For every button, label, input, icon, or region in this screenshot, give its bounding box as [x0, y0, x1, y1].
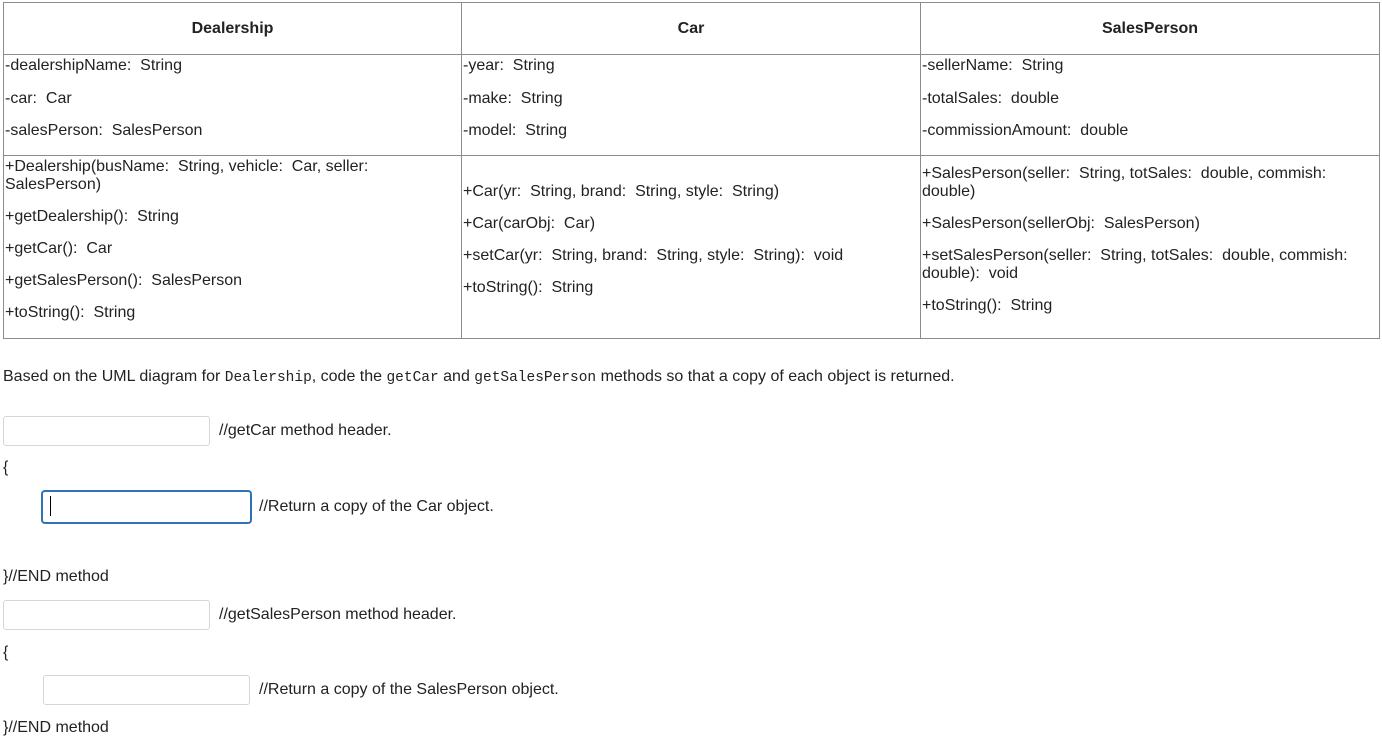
end-method-text: }//END method	[3, 568, 109, 585]
open-brace: {	[3, 644, 9, 661]
prompt-method-code: getSalesPerson	[474, 370, 597, 386]
class-name-salesperson: SalesPerson	[921, 3, 1380, 55]
uml-attribute: -sellerName: String	[922, 57, 1064, 74]
uml-method: +getSalesPerson(): SalesPerson	[5, 271, 243, 289]
uml-attribute: -year: String	[463, 57, 555, 74]
uml-method: +SalesPerson(seller: String, totSales: double, commish: double)	[922, 164, 1336, 200]
getcar-header-row	[3, 416, 392, 446]
uml-attribute: -commissionAmount: double	[922, 122, 1129, 139]
uml-methods-row	[4, 155, 1380, 338]
uml-method: +setCar(yr: String, brand: String, style: String): void	[463, 246, 844, 264]
car-methods	[462, 155, 921, 338]
question-prompt	[3, 367, 955, 388]
getsalesperson-return-comment: //Return a copy of the SalesPerson object.	[259, 681, 559, 698]
open-brace: {	[3, 459, 9, 476]
car-attributes	[462, 55, 921, 156]
text-cursor	[50, 496, 51, 516]
dealership-methods	[4, 155, 462, 338]
uml-method: +getDealership(): String	[5, 207, 179, 225]
getcar-return-row	[41, 490, 494, 524]
uml-attribute: -model: String	[463, 122, 568, 139]
uml-diagram-table	[3, 2, 1380, 339]
prompt-class-code: Dealership	[224, 370, 312, 386]
class-name-car: Car	[462, 3, 921, 55]
uml-method: +SalesPerson(sellerObj: SalesPerson)	[922, 214, 1200, 232]
uml-method: +toString(): String	[5, 303, 136, 321]
getsalesperson-header-comment: //getSalesPerson method header.	[219, 606, 457, 623]
getsalesperson-header-row	[3, 600, 457, 630]
uml-header-row	[4, 3, 1380, 55]
uml-method: +getCar(): Car	[5, 239, 113, 257]
dealership-attributes	[4, 55, 462, 156]
uml-method: +toString(): String	[463, 278, 594, 296]
uml-method: +Car(carObj: Car)	[463, 214, 596, 232]
getsalesperson-header-input[interactable]	[3, 600, 210, 630]
getcar-header-input[interactable]	[3, 416, 210, 446]
salesperson-attributes	[921, 55, 1380, 156]
getcar-return-input[interactable]	[41, 490, 252, 524]
prompt-text: Based on the UML diagram for	[3, 368, 225, 385]
uml-method: +toString(): String	[922, 296, 1053, 314]
uml-method: +Car(yr: String, brand: String, style: String)	[463, 182, 780, 200]
uml-attribute: -salesPerson: SalesPerson	[5, 122, 203, 139]
uml-attributes-row	[4, 55, 1380, 156]
prompt-text: methods so that a copy of each object is returned.	[596, 368, 955, 385]
end-method-text: }//END method	[3, 719, 109, 736]
getsalesperson-return-input[interactable]	[43, 675, 250, 705]
uml-attribute: -car: Car	[5, 89, 72, 107]
getsalesperson-return-row	[43, 675, 559, 705]
class-name-dealership: Dealership	[4, 3, 462, 55]
uml-attribute: -totalSales: double	[922, 89, 1059, 107]
salesperson-methods	[921, 155, 1380, 338]
uml-method: +Dealership(busName: String, vehicle: Car, seller: SalesPerson)	[5, 157, 378, 193]
prompt-method-code: getCar	[386, 370, 439, 386]
prompt-text: and	[438, 368, 475, 385]
getcar-return-comment: //Return a copy of the Car object.	[259, 498, 494, 515]
getcar-header-comment: //getCar method header.	[219, 422, 392, 439]
uml-method: +setSalesPerson(seller: String, totSales: double, commish: double): void	[922, 246, 1357, 282]
uml-attribute: -make: String	[463, 89, 563, 107]
uml-attribute: -dealershipName: String	[5, 57, 182, 74]
prompt-text: , code the	[311, 368, 387, 385]
